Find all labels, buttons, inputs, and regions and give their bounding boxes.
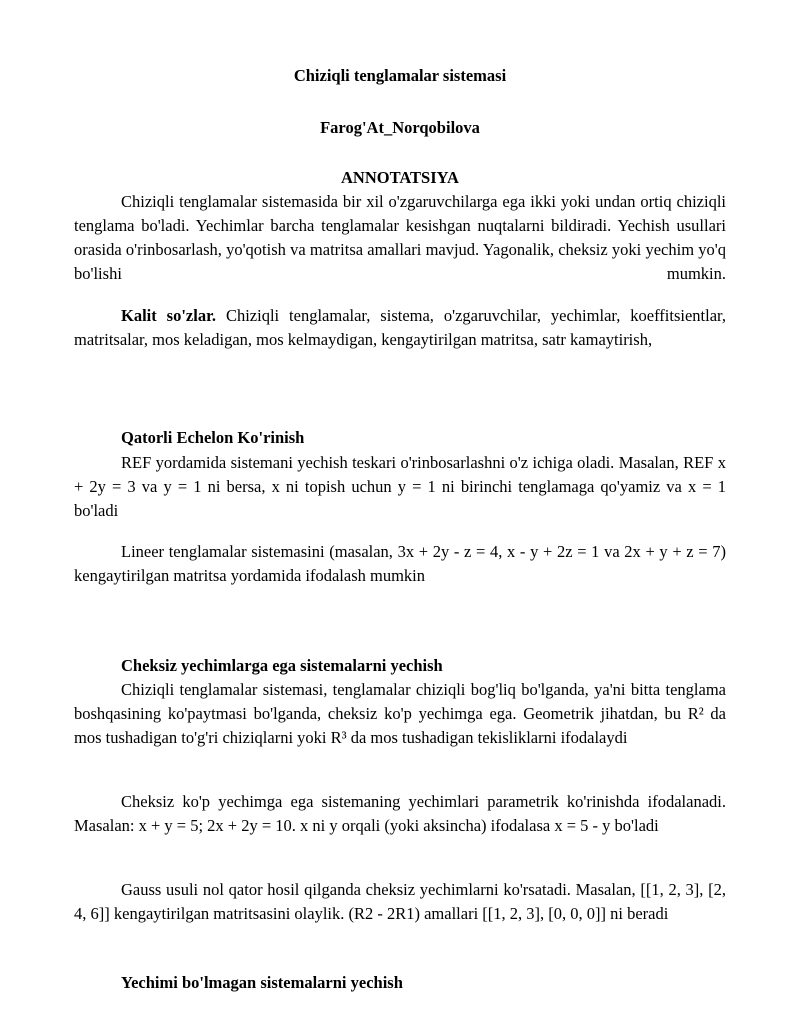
annotation-heading: ANNOTATSIYA [341, 168, 459, 187]
section-ref-paragraph-1: REF yordamida sistemani yechish teskari o'rinbosarlashni o'z ichiga oladi. Masalan, REF x + 2y = 3 va y = 1 ni bersa, x ni topish uchun y = 1 ni birinchi tenglamaga qo'yamiz va x = 1 bo'ladi [74, 453, 726, 520]
section-heading-no-solution: Yechimi bo'lmagan sistemalarni yechish [121, 973, 403, 992]
keywords-paragraph [74, 304, 726, 352]
annotation-paragraph: Chiziqli tenglamalar sistemasida bir xil o'zgaruvchilarga ega ikki yoki undan ortiq chiziqli tenglama bo'ladi. Yechimlar barcha tenglamalar kesishgan nuqtalarni bildiradi. Yechish usullari orasida o'rinbosarlash, yo'qotish va matritsa amallari mavjud. Yagonalik, cheksiz yoki yechim yo'q bo'lishi mumkin. [74, 192, 726, 283]
document-title: Chiziqli tenglamalar sistemasi [293, 66, 507, 85]
section-infinite-paragraph-3: Gauss usuli nol qator hosil qilganda cheksiz yechimlarni ko'rsatadi. Masalan, [[1, 2, 3], [2, 4, 6]] kengaytirilgan matritsasini olaylik. (R2 - 2R1) amallari [[1, 2, 3], [0, 0, 0]] ni beradi [74, 880, 726, 923]
section-ref-paragraph-2: Lineer tenglamalar sistemasini (masalan, 3x + 2y - z = 4, x - y + 2z = 1 va 2x + y + z = 7) kengaytirilgan matritsa yordamida ifodalash mumkin [74, 542, 726, 585]
section-heading-ref: Qatorli Echelon Ko'rinish [121, 428, 305, 447]
keywords-label: Kalit so'zlar. [121, 306, 217, 325]
section-infinite-paragraph-1: Chiziqli tenglamalar sistemasi, tenglamalar chiziqli bog'liq bo'lganda, ya'ni bitta tenglama boshqasining ko'paytmasi bo'lganda, cheksiz ko'p yechimga ega. Geometrik jihatdan, bu R² da mos tushadigan to'g'ri chiziqlarni yoki R³ da mos tushadigan tekisliklarni ifodalaydi [74, 680, 726, 747]
keywords-text: Chiziqli tenglamalar, sistema, o'zgaruvchilar, yechimlar, koeffitsientlar, matritsalar, mos keladigan, mos kelmaydigan, kengaytirilgan matritsa, satr kamaytirish, [74, 306, 726, 349]
document-author: Farog'At_Norqobilova [320, 118, 480, 137]
section-infinite-paragraph-2: Cheksiz ko'p yechimga ega sistemaning yechimlari parametrik ko'rinishda ifodalanadi. Masalan: x + y = 5; 2x + 2y = 10. x ni y orqali (yoki aksincha) ifodalasa x = 5 - y bo'ladi [74, 792, 726, 835]
section-heading-infinite: Cheksiz yechimlarga ega sistemalarni yechish [121, 656, 443, 675]
